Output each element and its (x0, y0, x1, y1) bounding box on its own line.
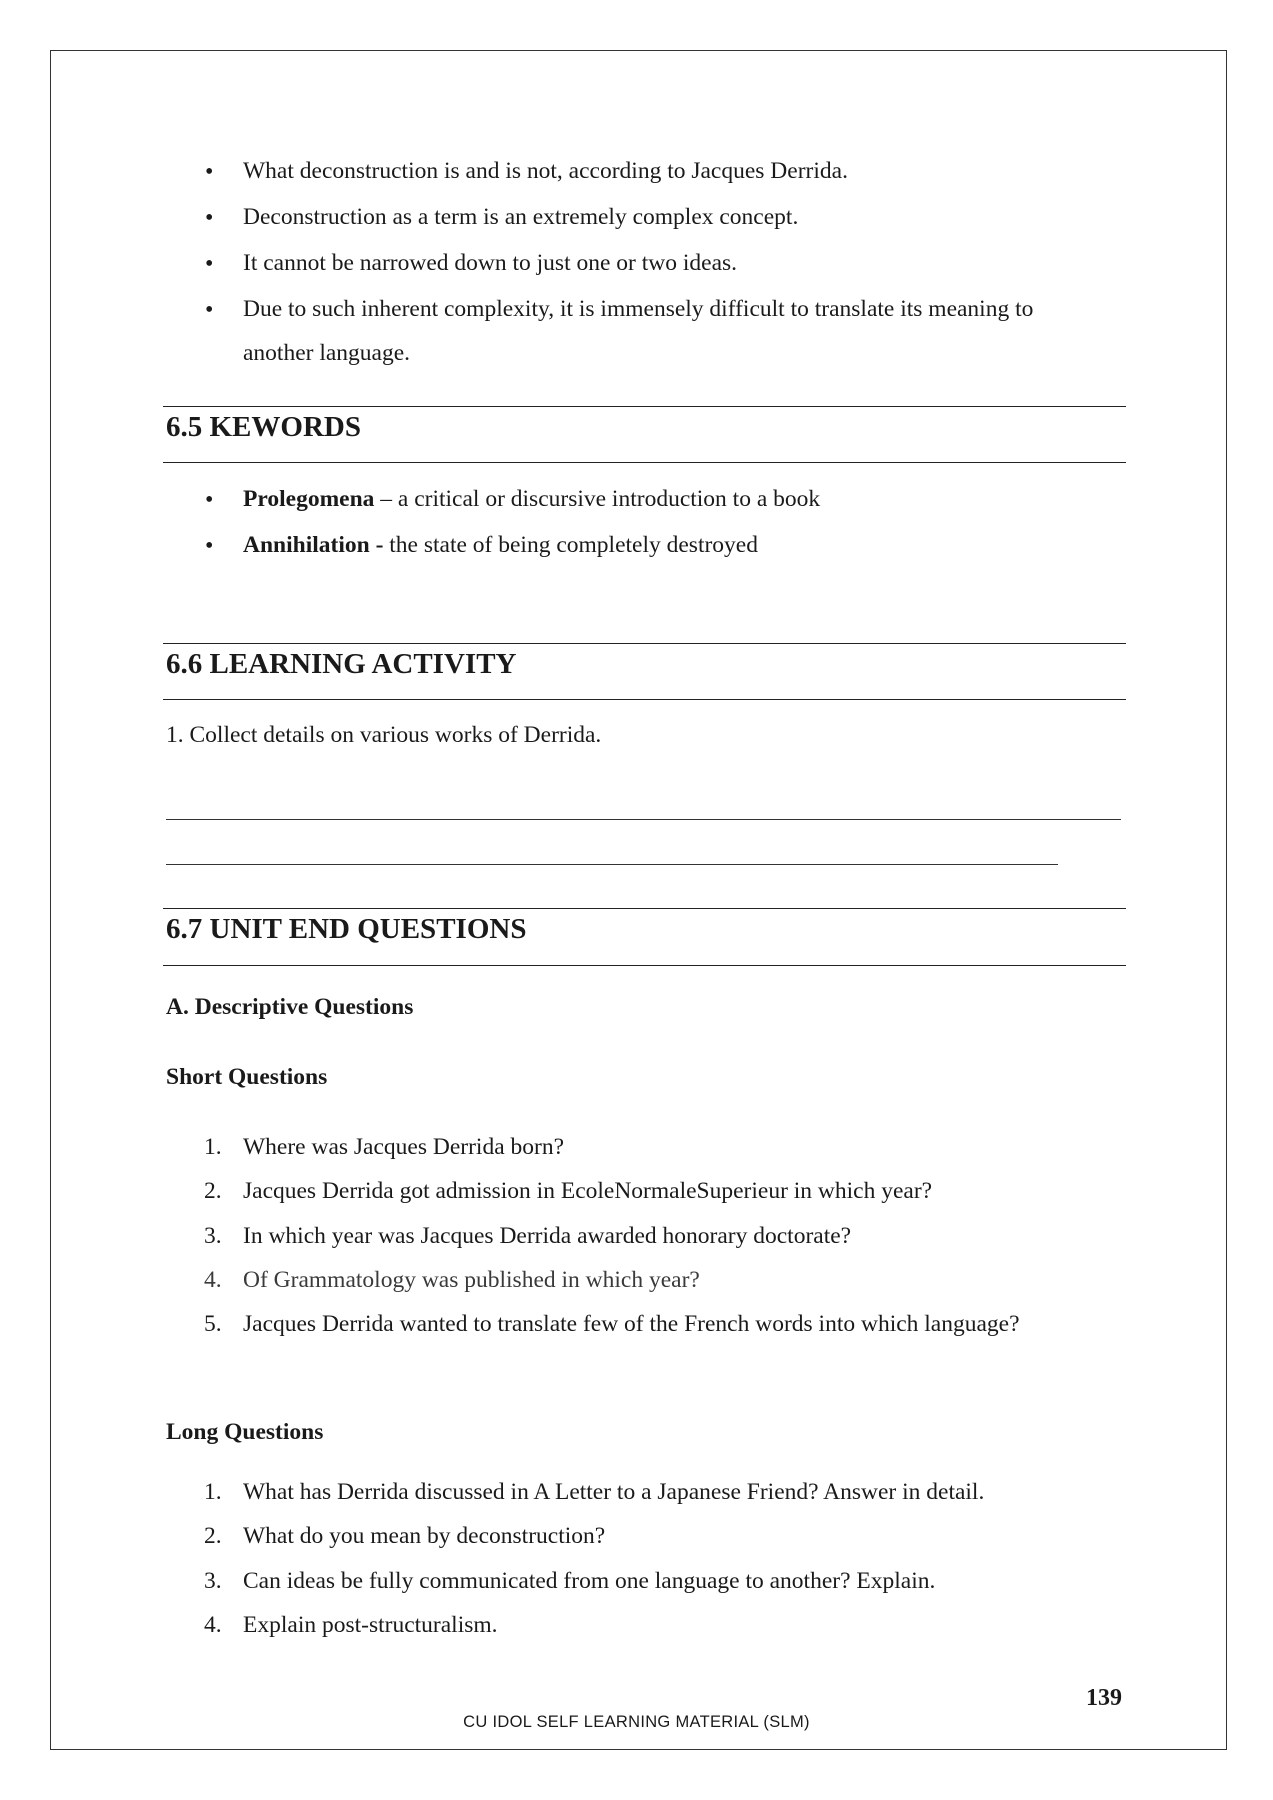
keyword-definition: the state of being completely destroyed (383, 532, 758, 558)
page-number: 139 (1086, 1685, 1122, 1711)
short-question: Jacques Derrida wanted to translate few of the French words into which language? (243, 1311, 1020, 1337)
keyword-term: Annihilation - (243, 532, 384, 558)
question-number: 4. (204, 1612, 222, 1638)
learning-activity-heading: 6.6 LEARNING ACTIVITY (166, 648, 517, 680)
long-question: Can ideas be fully communicated from one language to another? Explain. (243, 1568, 936, 1594)
keyword-item (243, 534, 758, 558)
bullet-glyph: • (205, 297, 214, 323)
section-rule (163, 908, 1126, 909)
section-rule (163, 643, 1126, 644)
section-rule (163, 965, 1126, 966)
bullet-glyph: • (205, 487, 214, 513)
bullet-glyph: • (205, 533, 214, 559)
short-question: Of Grammatology was published in which year? (243, 1267, 700, 1293)
question-number: 1. (204, 1134, 222, 1160)
long-questions-heading: Long Questions (166, 1419, 324, 1445)
page-footer: CU IDOL SELF LEARNING MATERIAL (SLM) (463, 1713, 810, 1731)
answer-blank-line (166, 819, 1121, 820)
section-rule (163, 462, 1126, 463)
keyword-term: Prolegomena (243, 486, 375, 512)
long-question: Explain post-structuralism. (243, 1612, 498, 1638)
intro-bullet: Deconstruction as a term is an extremely complex concept. (243, 204, 799, 230)
short-question: Jacques Derrida got admission in EcoleNormaleSuperieur in which year? (243, 1178, 933, 1204)
keywords-heading: 6.5 KEWORDS (166, 411, 361, 443)
bullet-glyph: • (205, 251, 214, 277)
answer-blank-line (166, 864, 1058, 865)
bullet-glyph: • (205, 205, 214, 231)
intro-bullet: It cannot be narrowed down to just one or two ideas. (243, 250, 738, 276)
question-number: 3. (204, 1568, 222, 1594)
question-number: 1. (204, 1479, 222, 1505)
keyword-item (243, 488, 820, 512)
descriptive-questions-heading: A. Descriptive Questions (166, 994, 414, 1020)
section-rule (163, 406, 1126, 407)
question-number: 4. (204, 1267, 222, 1293)
question-number: 3. (204, 1223, 222, 1249)
intro-bullet: Due to such inherent complexity, it is immensely difficult to translate its meaning to (243, 296, 1034, 322)
intro-bullet: What deconstruction is and is not, according to Jacques Derrida. (243, 158, 848, 184)
short-question: In which year was Jacques Derrida awarded honorary doctorate? (243, 1223, 852, 1249)
question-number: 5. (204, 1311, 222, 1337)
keyword-definition: – a critical or discursive introduction to a book (374, 486, 821, 512)
question-number: 2. (204, 1178, 222, 1204)
bullet-glyph: • (205, 159, 214, 185)
short-question: Where was Jacques Derrida born? (243, 1134, 565, 1160)
question-number: 2. (204, 1523, 222, 1549)
section-rule (163, 699, 1126, 700)
learning-activity-task: 1. Collect details on various works of Derrida. (166, 722, 602, 748)
short-questions-heading: Short Questions (166, 1064, 328, 1090)
long-question: What has Derrida discussed in A Letter to a Japanese Friend? Answer in detail. (243, 1479, 985, 1505)
intro-bullet-continuation: another language. (243, 340, 411, 366)
unit-end-questions-heading: 6.7 UNIT END QUESTIONS (166, 913, 527, 945)
long-question: What do you mean by deconstruction? (243, 1523, 606, 1549)
